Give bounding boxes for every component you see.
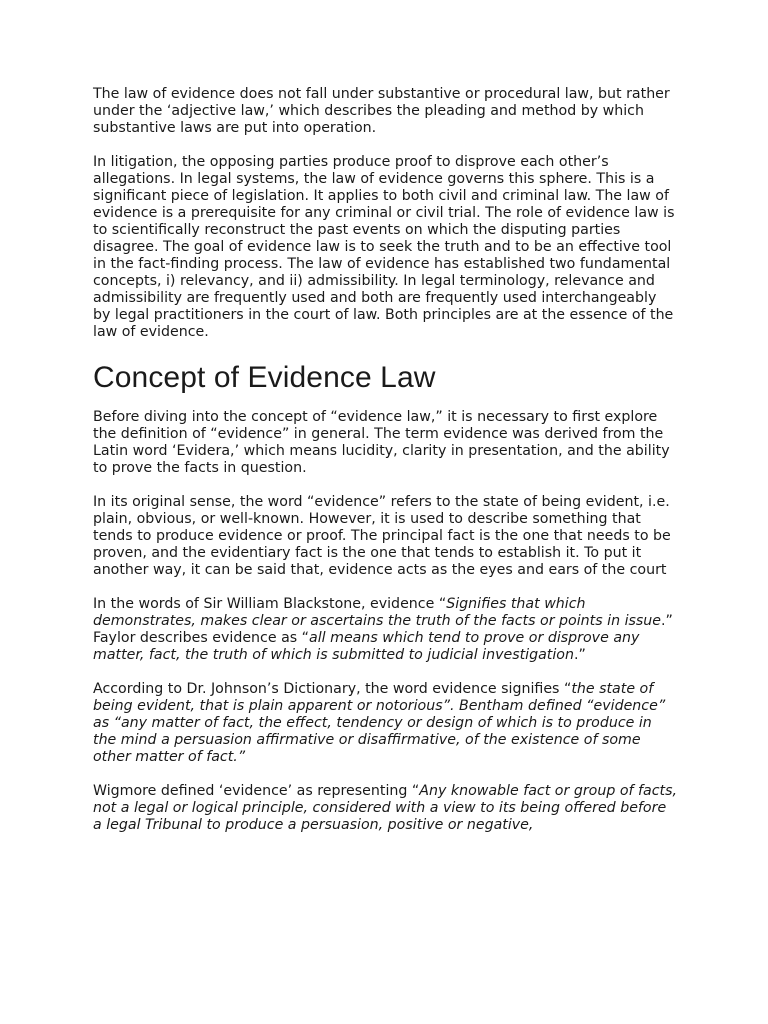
wigmore-intro: Wigmore defined ‘evidence’ as representing “ [93, 783, 420, 799]
johnson-intro: According to Dr. Johnson’s Dictionary, the word evidence signifies “ [93, 681, 572, 697]
faylor-intro: .” Faylor describes evidence as “ [93, 613, 673, 646]
paragraph-latin-origin: Before diving into the concept of “evidence law,” it is necessary to first explore the definition of “evidence” in general. The term evidence was derived from the Latin word ‘Evidera,’ which means lucidity, clarity in presentation, and the ability to prove the facts in question. [93, 409, 670, 476]
paragraph-original-sense: In its original sense, the word “evidence” refers to the state of being evident, i.e. plain, obvious, or well-known. However, it is used to describe something that tends to produce evidence or proof. The principal fact is the one that needs to be proven, and the evidentiary fact is the one that tends to establish it. To put it another way, it can be said that, evidence acts as the eyes and ears of the court [93, 494, 671, 578]
paragraph-johnson-bentham [93, 681, 678, 766]
faylor-quote: all means which tend to prove or disprove any matter, fact, the truth of which is submitted to judicial investigation [93, 630, 640, 663]
faylor-close: .” [573, 647, 586, 663]
paragraph-wigmore [93, 783, 678, 834]
intro-paragraph-1: The law of evidence does not fall under substantive or procedural law, but rather under the ‘adjective law,’ which describes the pleading and method by which substantive laws are put into operation. [93, 86, 670, 136]
section-heading: Concept of Evidence Law [93, 361, 436, 394]
paragraph-blackstone [93, 596, 678, 664]
blackstone-quote: Signifies that which demonstrates, makes clear or ascertains the truth of the facts or points in issue [93, 596, 662, 629]
johnson-bentham-quote: the state of being evident, that is plain apparent or notorious”. Bentham defined “evidence” as “any matter of fact, the effect, tendency or design of which is to produce in the mind a persuasion affirmative or disaffirmative, of the existence of some other matter of fact.” [93, 681, 666, 765]
blackstone-intro: In the words of Sir William Blackstone, evidence “ [93, 596, 447, 612]
wigmore-quote: Any knowable fact or group of facts, not a legal or logical principle, considered with a view to its being offered before a legal Tribunal to produce a persuasion, positive or negative, [93, 783, 677, 833]
intro-paragraph-2: In litigation, the opposing parties produce proof to disprove each other’s allegations. In legal systems, the law of evidence governs this sphere. This is a significant piece of legislation. It applies to both civil and criminal law. The law of evidence is a prerequisite for any criminal or civil trial. The role of evidence law is to scientifically reconstruct the past events on which the disputing parties disagree. The goal of evidence law is to seek the truth and to be an effective tool in the fact-finding process. The law of evidence has established two fundamental concepts, i) relevancy, and ii) admissibility. In legal terminology, relevance and admissibility are frequently used and both are frequently used interchangeably by legal practitioners in the court of law. Both principles are at the essence of the law of evidence. [93, 154, 675, 340]
